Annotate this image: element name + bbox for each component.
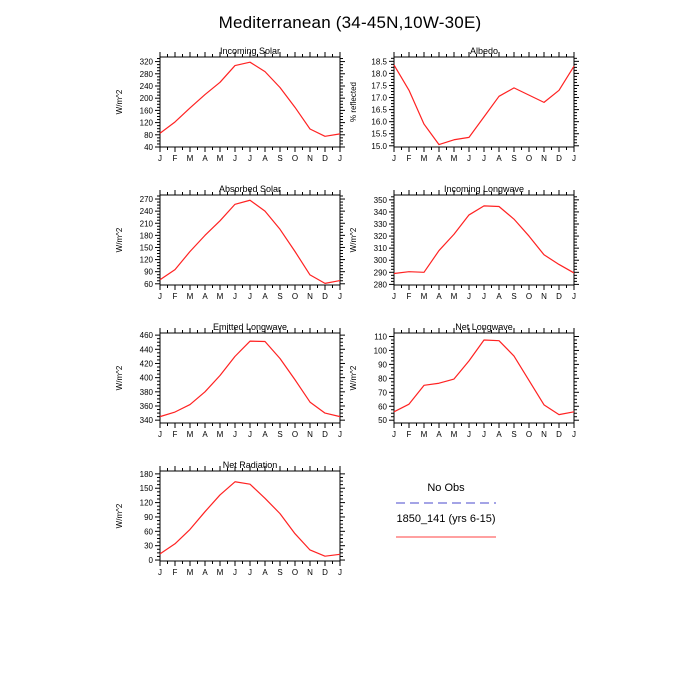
y-tick-label: 60 [378,402,387,412]
y-tick-label: 90 [144,267,153,277]
legend-run-label: 1850_141 (yrs 6-15) [396,513,496,525]
x-tick-label: S [277,430,283,439]
y-tick-label: 16.5 [371,105,387,115]
x-tick-label: D [322,568,328,577]
y-tick-label: 320 [373,232,387,242]
y-tick-label: 420 [139,359,153,369]
plot-svg [339,181,586,305]
y-tick-label: 90 [144,512,153,522]
y-tick-label: 15.5 [371,129,387,139]
y-tick-label: 80 [144,130,153,140]
y-axis-label: W/m^2 [115,365,124,391]
x-tick-label: J [233,430,237,439]
plot-svg [105,457,352,581]
y-tick-label: 240 [139,81,153,91]
x-tick-label: J [158,568,162,577]
y-tick-label: 0 [148,556,153,566]
y-tick-label: 60 [144,279,153,289]
y-tick-label: 280 [373,280,387,290]
x-tick-label: J [572,292,576,301]
plot-frame [394,333,574,423]
x-tick-label: D [556,292,562,301]
x-tick-label: A [436,292,442,301]
chart-emitted-longwave [105,319,352,443]
y-axis-label: W/m^2 [115,89,124,115]
x-tick-label: S [511,292,517,301]
x-tick-label: D [322,430,328,439]
x-tick-label: M [420,292,428,301]
x-tick-label: M [450,154,458,163]
x-tick-label: S [511,154,517,163]
legend-no-obs-line [395,501,497,505]
y-tick-label: 310 [373,244,387,254]
x-tick-label: J [467,154,471,163]
x-tick-label: A [262,292,268,301]
x-tick-label: A [262,154,268,163]
x-tick-label: J [248,292,252,301]
x-tick-label: J [467,430,471,439]
data-line [160,200,340,283]
x-tick-label: A [496,430,502,439]
x-tick-label: A [496,154,502,163]
y-tick-label: 460 [139,331,153,341]
x-tick-label: J [338,430,342,439]
x-tick-label: J [158,430,162,439]
x-tick-label: N [541,154,547,163]
x-tick-label: J [233,568,237,577]
x-tick-label: S [511,430,517,439]
x-tick-label: D [556,154,562,163]
x-tick-label: N [541,430,547,439]
x-tick-label: J [158,154,162,163]
x-tick-label: M [216,430,224,439]
y-tick-label: 400 [139,373,153,383]
x-tick-label: A [202,154,208,163]
x-tick-label: M [186,568,194,577]
y-tick-label: 120 [139,498,153,508]
x-tick-label: A [436,430,442,439]
x-tick-label: N [541,292,547,301]
x-tick-label: O [525,154,533,163]
y-axis-label: W/m^2 [115,227,124,253]
x-tick-label: N [307,292,313,301]
x-tick-label: O [291,292,299,301]
legend-no-obs-label: No Obs [427,482,465,494]
x-tick-label: A [496,292,502,301]
x-tick-label: J [572,430,576,439]
x-tick-label: A [262,568,268,577]
y-tick-label: 160 [139,106,153,116]
x-tick-label: M [420,154,428,163]
y-tick-label: 240 [139,207,153,217]
x-tick-label: M [186,154,194,163]
plot-frame [160,195,340,285]
y-tick-label: 70 [378,388,387,398]
x-tick-label: J [482,292,486,301]
x-tick-label: J [392,430,396,439]
page-title: Mediterranean (34-45N,10W-30E) [218,13,482,32]
plot-title: Incoming Solar [219,46,281,56]
x-tick-label: J [338,154,342,163]
y-axis-label: W/m^2 [115,503,124,529]
plot-frame [160,57,340,147]
y-tick-label: 18.5 [371,57,387,67]
x-tick-label: J [248,154,252,163]
plot-title: Albedo [469,46,499,56]
y-tick-label: 180 [139,469,153,479]
x-tick-label: J [392,154,396,163]
data-line [160,482,340,556]
x-tick-label: J [572,154,576,163]
y-tick-label: 16.0 [371,117,387,127]
chart-absorbed-solar [105,181,352,305]
y-tick-label: 90 [378,360,387,370]
y-axis-label: W/m^2 [349,365,358,391]
x-tick-label: F [406,292,412,301]
x-tick-label: F [406,430,412,439]
plot-title: Emitted Longwave [212,322,288,332]
x-tick-label: A [262,430,268,439]
x-tick-label: J [467,292,471,301]
plot-svg [105,319,352,443]
x-tick-label: J [233,154,237,163]
x-tick-label: M [186,292,194,301]
x-tick-label: O [291,154,299,163]
y-tick-label: 80 [378,374,387,384]
data-line [394,65,574,145]
y-tick-label: 150 [139,243,153,253]
x-tick-label: S [277,154,283,163]
y-tick-label: 17.5 [371,81,387,91]
y-tick-label: 360 [139,401,153,411]
x-tick-label: S [277,568,283,577]
y-tick-label: 180 [139,231,153,241]
x-tick-label: A [436,154,442,163]
plot-frame [394,57,574,147]
data-line [394,206,574,274]
x-tick-label: M [216,154,224,163]
x-tick-label: J [392,292,396,301]
chart-net-radiation [105,457,352,581]
x-tick-label: M [216,292,224,301]
x-tick-label: M [450,430,458,439]
x-tick-label: N [307,568,313,577]
x-tick-label: M [216,568,224,577]
y-tick-label: 350 [373,195,387,205]
x-tick-label: M [186,430,194,439]
legend-run-line [395,535,497,539]
x-tick-label: J [248,568,252,577]
x-tick-label: J [248,430,252,439]
x-tick-label: J [482,430,486,439]
y-tick-label: 300 [373,256,387,266]
y-tick-label: 18.0 [371,69,387,79]
plot-title: Incoming Longwave [443,184,525,194]
y-tick-label: 40 [144,143,153,152]
x-tick-label: S [277,292,283,301]
x-tick-label: J [338,292,342,301]
y-tick-label: 210 [139,219,153,229]
plot-svg [105,43,352,167]
x-tick-label: F [172,292,178,301]
chart-net-longwave [339,319,586,443]
x-tick-label: O [525,430,533,439]
y-tick-label: 60 [144,527,153,537]
x-tick-label: J [233,292,237,301]
y-tick-label: 270 [139,195,153,205]
x-tick-label: F [172,568,178,577]
y-tick-label: 17.0 [371,93,387,103]
x-tick-label: A [202,430,208,439]
y-tick-label: 100 [373,346,387,356]
x-tick-label: F [172,154,178,163]
y-tick-label: 440 [139,345,153,355]
chart-incoming-longwave [339,181,586,305]
chart-albedo [339,43,586,167]
y-tick-label: 290 [373,268,387,278]
y-tick-label: 280 [139,69,153,79]
plot-frame [160,333,340,423]
x-tick-label: O [291,430,299,439]
y-tick-label: 15.0 [371,141,387,151]
y-tick-label: 200 [139,94,153,104]
x-tick-label: A [202,568,208,577]
plot-svg [339,43,586,167]
y-tick-label: 30 [144,541,153,551]
y-tick-label: 340 [139,416,153,426]
x-tick-label: D [556,430,562,439]
x-tick-label: O [291,568,299,577]
x-tick-label: M [420,430,428,439]
y-tick-label: 340 [373,207,387,217]
data-line [160,62,340,136]
y-tick-label: 330 [373,219,387,229]
x-tick-label: M [450,292,458,301]
y-tick-label: 110 [374,332,387,342]
x-tick-label: J [482,154,486,163]
x-tick-label: N [307,430,313,439]
y-tick-label: 320 [139,57,153,67]
x-tick-label: D [322,292,328,301]
data-line [160,341,340,416]
x-tick-label: A [202,292,208,301]
y-axis-label: W/m^2 [349,227,358,253]
y-tick-label: 120 [139,255,153,265]
x-tick-label: F [406,154,412,163]
plot-svg [339,319,586,443]
x-tick-label: F [172,430,178,439]
x-tick-label: J [158,292,162,301]
y-axis-label: % reflected [349,81,358,123]
y-tick-label: 120 [139,118,153,128]
x-tick-label: O [525,292,533,301]
data-line [394,340,574,415]
plot-svg [105,181,352,305]
y-tick-label: 380 [139,387,153,397]
plot-frame [394,195,574,285]
x-tick-label: D [322,154,328,163]
plot-title: Net Radiation [222,460,278,470]
plot-title: Net Longwave [455,322,513,332]
chart-incoming-solar [105,43,352,167]
x-tick-label: J [338,568,342,577]
plot-title: Absorbed Solar [218,184,282,194]
x-tick-label: N [307,154,313,163]
y-tick-label: 50 [378,416,387,426]
y-tick-label: 150 [139,484,153,494]
